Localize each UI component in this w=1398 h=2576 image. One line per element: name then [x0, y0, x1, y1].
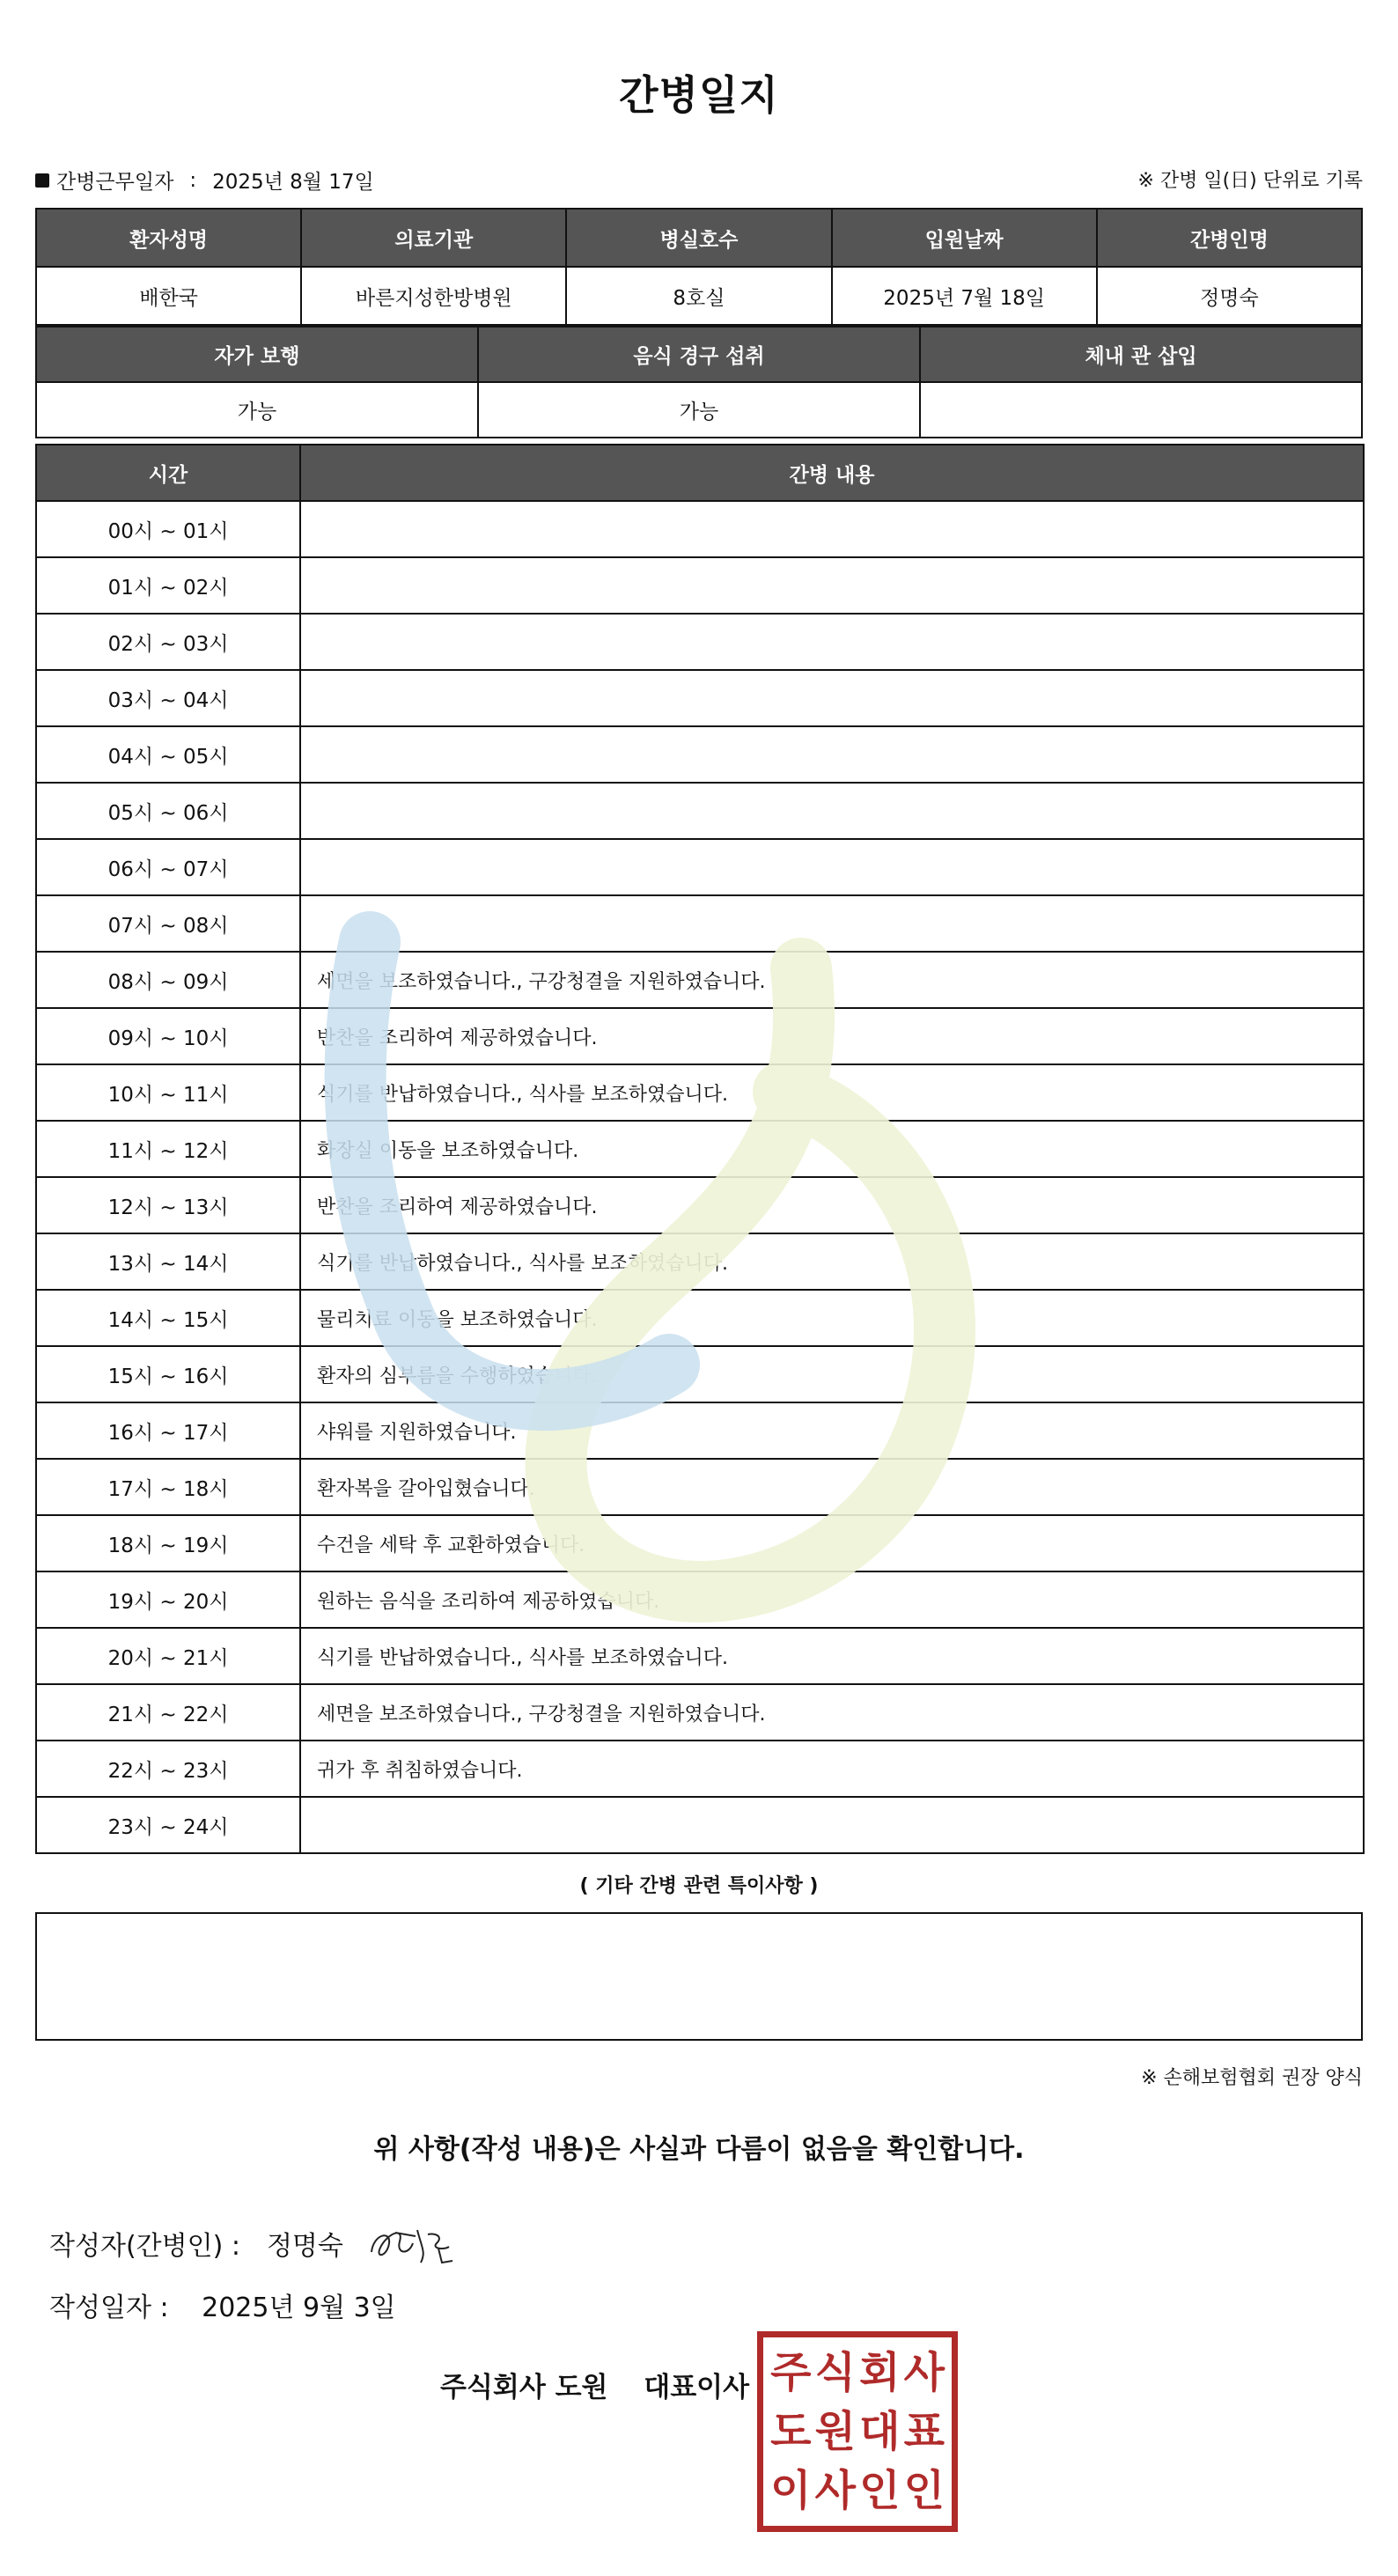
caregiver-name: 정명숙 — [1097, 267, 1362, 325]
care-log-content: 수건을 세탁 후 교환하였습니다. — [300, 1515, 1364, 1571]
care-log-content: 세면을 보조하였습니다., 구강청결을 지원하였습니다. — [300, 1684, 1364, 1741]
patient-status-table — [35, 326, 1363, 438]
care-log-content — [300, 557, 1364, 614]
care-log-content: 세면을 보조하였습니다., 구강청결을 지원하였습니다. — [300, 952, 1364, 1008]
company-rep-title: 대표이사 — [644, 2372, 750, 2403]
care-log-time: 06시 ~ 07시 — [36, 839, 300, 895]
care-log-content — [300, 895, 1364, 952]
writer-label: 작성자(간병인) : — [49, 2231, 240, 2262]
care-log-time: 13시 ~ 14시 — [36, 1233, 300, 1290]
care-log-time: 01시 ~ 02시 — [36, 557, 300, 614]
care-log-content — [300, 783, 1364, 839]
care-log-row — [36, 1233, 1364, 1290]
seal-char: 표 — [903, 2406, 945, 2456]
seal-char: 원 — [814, 2406, 856, 2456]
confirmation-statement: 위 사항(작성 내용)은 사실과 다름이 없음을 확인합니다. — [373, 2134, 1025, 2165]
care-log-time: 07시 ~ 08시 — [36, 895, 300, 952]
care-log-time: 19시 ~ 20시 — [36, 1571, 300, 1628]
bullet-square-icon — [35, 173, 49, 188]
care-log-row — [36, 614, 1364, 670]
writer-line — [49, 2217, 461, 2270]
header-oral-intake: 음식 경구 섭취 — [478, 327, 920, 382]
care-log-time: 18시 ~ 19시 — [36, 1515, 300, 1571]
care-log-row — [36, 1290, 1364, 1346]
work-date-colon: : — [189, 168, 197, 192]
care-log-row — [36, 1121, 1364, 1177]
work-date-label: 간병근무일자 — [56, 171, 174, 194]
care-log-time: 23시 ~ 24시 — [36, 1797, 300, 1853]
header-tube-insertion: 체내 관 삽입 — [920, 327, 1362, 382]
care-log-row — [36, 670, 1364, 726]
care-log-time: 21시 ~ 22시 — [36, 1684, 300, 1741]
patient-name: 배한국 — [36, 267, 301, 325]
care-log-time: 02시 ~ 03시 — [36, 614, 300, 670]
care-log-content: 반찬을 조리하여 제공하였습니다. — [300, 1177, 1364, 1233]
seal-char: 인 — [859, 2466, 901, 2516]
care-log-time: 16시 ~ 17시 — [36, 1402, 300, 1459]
oral-intake-value: 가능 — [478, 382, 920, 438]
care-log-row — [36, 1515, 1364, 1571]
care-log-row — [36, 1571, 1364, 1628]
care-log-content — [300, 726, 1364, 783]
header-caregiver-name: 간병인명 — [1097, 209, 1362, 267]
care-log-content — [300, 839, 1364, 895]
care-log-time: 04시 ~ 05시 — [36, 726, 300, 783]
patient-info-table — [35, 208, 1363, 326]
care-log-row — [36, 1459, 1364, 1515]
care-log-content — [300, 670, 1364, 726]
admission-date: 2025년 7월 18일 — [832, 267, 1097, 325]
handwritten-signature — [364, 2217, 461, 2270]
care-log-row — [36, 839, 1364, 895]
seal-char: 주 — [770, 2347, 812, 2397]
special-notes-box — [35, 1912, 1363, 2041]
header-patient-name: 환자성명 — [36, 209, 301, 267]
header-room: 병실호수 — [566, 209, 831, 267]
care-log-content: 화장실 이동을 보조하였습니다. — [300, 1121, 1364, 1177]
care-log-content — [300, 614, 1364, 670]
care-log-table — [35, 444, 1365, 1854]
written-date-value: 2025년 9월 3일 — [202, 2293, 396, 2323]
seal-char: 회 — [859, 2347, 901, 2397]
care-log-time: 20시 ~ 21시 — [36, 1628, 300, 1684]
work-date-value: 2025년 8월 17일 — [212, 171, 374, 194]
company-line — [440, 2365, 749, 2404]
care-log-content — [300, 501, 1364, 557]
care-log-row — [36, 1402, 1364, 1459]
work-date-line — [35, 166, 374, 195]
care-log-row — [36, 952, 1364, 1008]
company-name: 주식회사 도원 — [440, 2372, 608, 2403]
care-log-row — [36, 1741, 1364, 1797]
care-log-time: 08시 ~ 09시 — [36, 952, 300, 1008]
written-date-label: 작성일자 : — [49, 2293, 169, 2323]
care-log-content: 환자복을 갈아입혔습니다. — [300, 1459, 1364, 1515]
care-log-time: 03시 ~ 04시 — [36, 670, 300, 726]
header-time: 시간 — [36, 445, 300, 501]
care-log-row — [36, 783, 1364, 839]
header-care-content: 간병 내용 — [300, 445, 1364, 501]
care-log-content: 식기를 반납하였습니다., 식사를 보조하였습니다. — [300, 1064, 1364, 1121]
care-log-content: 물리치료 이동을 보조하였습니다. — [300, 1290, 1364, 1346]
care-log-content — [300, 1797, 1364, 1853]
care-log-time: 00시 ~ 01시 — [36, 501, 300, 557]
writer-name: 정명숙 — [266, 2231, 343, 2262]
hospital-name: 바른지성한방병원 — [301, 267, 566, 325]
care-log-row — [36, 1177, 1364, 1233]
care-log-content: 환자의 심부름을 수행하였습니다. — [300, 1346, 1364, 1402]
unit-note: ※ 간병 일(日) 단위로 기록 — [1137, 170, 1363, 192]
care-log-time: 17시 ~ 18시 — [36, 1459, 300, 1515]
form-source-note: ※ 손해보험협회 권장 양식 — [1141, 2067, 1363, 2089]
care-log-row — [36, 1797, 1364, 1853]
care-log-row — [36, 726, 1364, 783]
care-log-time: 22시 ~ 23시 — [36, 1741, 300, 1797]
care-log-time: 11시 ~ 12시 — [36, 1121, 300, 1177]
special-notes-title: ( 기타 간병 관련 특이사항 ) — [579, 1875, 819, 1897]
care-log-content: 반찬을 조리하여 제공하였습니다. — [300, 1008, 1364, 1064]
seal-char: 대 — [859, 2406, 901, 2456]
seal-char: 이 — [770, 2466, 812, 2516]
seal-char: 식 — [814, 2347, 856, 2397]
header-admission-date: 입원날짜 — [832, 209, 1097, 267]
care-log-row — [36, 1008, 1364, 1064]
care-log-row — [36, 1628, 1364, 1684]
care-log-time: 05시 ~ 06시 — [36, 783, 300, 839]
care-log-content: 샤워를 지원하였습니다. — [300, 1402, 1364, 1459]
room-number: 8호실 — [566, 267, 831, 325]
seal-char: 사 — [814, 2466, 856, 2516]
care-log-content: 귀가 후 취침하였습니다. — [300, 1741, 1364, 1797]
care-log-time: 10시 ~ 11시 — [36, 1064, 300, 1121]
care-log-time: 12시 ~ 13시 — [36, 1177, 300, 1233]
care-log-row — [36, 895, 1364, 952]
seal-char: 도 — [770, 2406, 812, 2456]
care-log-row — [36, 1684, 1364, 1741]
care-log-row — [36, 1064, 1364, 1121]
company-seal-stamp — [757, 2331, 958, 2532]
care-log-content: 원하는 음식을 조리하여 제공하였습니다. — [300, 1571, 1364, 1628]
care-log-time: 14시 ~ 15시 — [36, 1290, 300, 1346]
care-log-row — [36, 1346, 1364, 1402]
page-title: 간병일지 — [619, 71, 779, 119]
written-date-line — [49, 2285, 396, 2324]
care-log-time: 15시 ~ 16시 — [36, 1346, 300, 1402]
care-log-row — [36, 501, 1364, 557]
seal-char: 사 — [903, 2347, 945, 2397]
self-walking-value: 가능 — [36, 382, 478, 438]
care-log-content: 식기를 반납하였습니다., 식사를 보조하였습니다. — [300, 1233, 1364, 1290]
header-hospital: 의료기관 — [301, 209, 566, 267]
header-self-walking: 자가 보행 — [36, 327, 478, 382]
tube-insertion-value — [920, 382, 1362, 438]
care-log-row — [36, 557, 1364, 614]
care-log-content: 식기를 반납하였습니다., 식사를 보조하였습니다. — [300, 1628, 1364, 1684]
seal-char: 인 — [903, 2466, 945, 2516]
care-log-time: 09시 ~ 10시 — [36, 1008, 300, 1064]
